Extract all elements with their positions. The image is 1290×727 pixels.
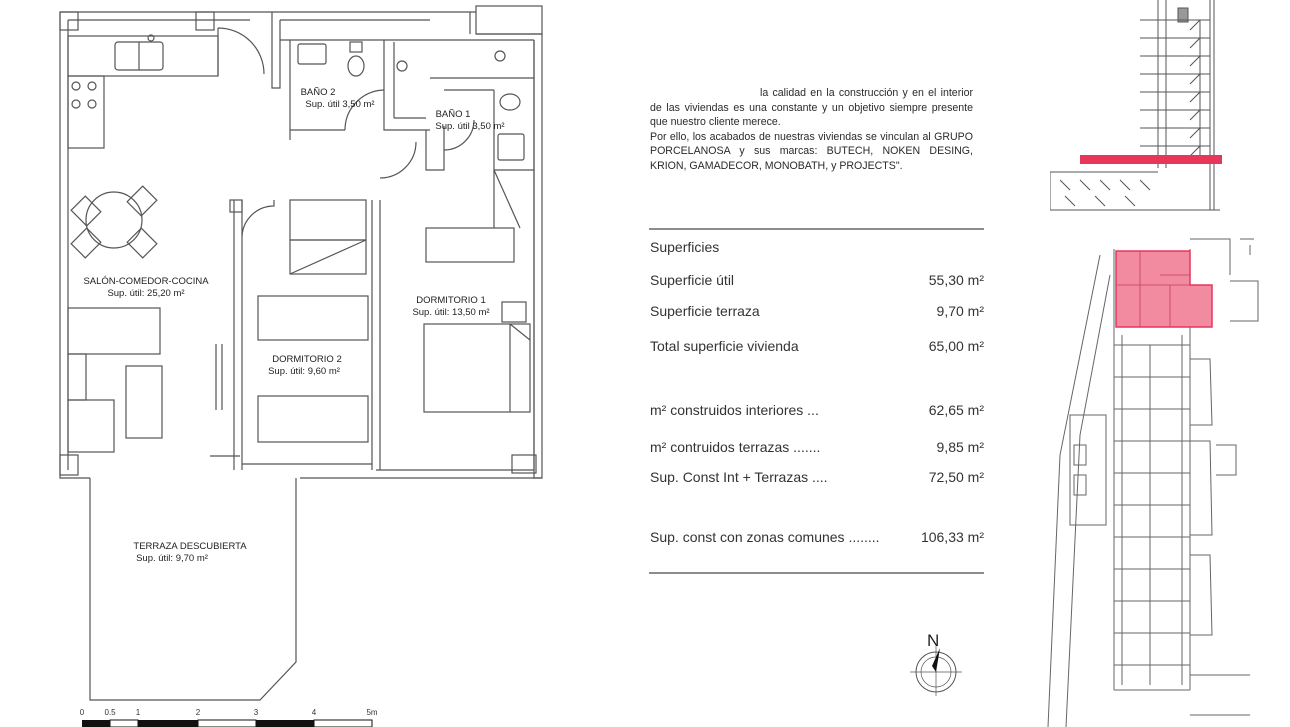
surface-value: 72,50 m²: [928, 469, 984, 485]
surface-value: 65,00 m²: [928, 338, 984, 354]
table-top-rule: [649, 228, 984, 230]
surface-value: 106,33 m²: [920, 529, 984, 545]
surface-label: Sup. Const Int + Terrazas ....: [650, 469, 828, 485]
compass-label: N: [927, 631, 940, 650]
surfaces-title: Superficies: [650, 239, 720, 255]
building-section: [1050, 0, 1230, 218]
surface-value: 9,85 m²: [936, 439, 984, 455]
scale-tick: 0.5: [104, 708, 116, 717]
surface-label: m² construidos interiores ...: [650, 402, 819, 418]
surface-label: Superficie útil: [650, 272, 735, 288]
room-area-bano2: Sup. útil 3,50 m²: [305, 99, 375, 110]
scale-tick: 5m: [366, 708, 378, 717]
surface-value: 55,30 m²: [928, 272, 984, 288]
surface-row: [650, 303, 984, 319]
surface-row: [650, 529, 984, 545]
surface-label: Sup. const con zonas comunes ........: [650, 529, 880, 545]
room-area-salon: Sup. útil: 25,20 m²: [107, 288, 185, 299]
site-plan: [1040, 235, 1260, 727]
scale-bar: [70, 704, 390, 727]
room-name-salon: SALÓN-COMEDOR-COCINA: [83, 276, 209, 287]
scale-tick: 0: [79, 708, 85, 717]
surface-label: Total superficie vivienda: [650, 338, 799, 354]
surface-row: [650, 338, 984, 354]
surface-row: [650, 272, 984, 288]
room-area-bano1: Sup. útil 3,50 m²: [435, 121, 505, 132]
table-bottom-rule: [649, 572, 984, 574]
surface-value: 62,65 m²: [928, 402, 984, 418]
room-area-dormitorio1: Sup. útil: 13,50 m²: [412, 307, 490, 318]
scale-tick: 2: [195, 708, 201, 717]
room-name-terraza: TERRAZA DESCUBIERTA: [133, 541, 247, 552]
scale-tick: 4: [311, 708, 317, 717]
room-name-dormitorio1: DORMITORIO 1: [416, 295, 486, 306]
scale-tick: 3: [253, 708, 259, 717]
intro-text: [650, 86, 973, 174]
room-name-bano2: BAÑO 2: [300, 87, 336, 98]
floor-plan: [0, 0, 560, 727]
compass-north-icon: [906, 628, 966, 698]
room-area-dormitorio2: Sup. útil: 9,60 m²: [268, 366, 340, 377]
room-area-terraza: Sup. útil: 9,70 m²: [136, 553, 208, 564]
room-name-bano1: BAÑO 1: [435, 109, 471, 120]
highlighted-unit: [1116, 251, 1212, 327]
intro-paragraph-2: Por ello, los acabados de nuestras viviendas se vinculan al GRUPO PORCELANOSA y sus marcas: BUTECH, NOKEN DESING, KRION, GAMADECOR, MONOBATH, y PROJECTS".: [650, 130, 973, 172]
scale-tick: 1: [135, 708, 141, 717]
surface-value: 9,70 m²: [936, 303, 984, 319]
surface-row: [650, 402, 984, 418]
surface-label: Superficie terraza: [650, 303, 760, 319]
intro-paragraph-1: la calidad en la construcción y en el interior de las viviendas es una constante y un objetivo siempre presente que nuestro cliente merece.: [650, 87, 973, 129]
surface-label: m² contruidos terrazas .......: [650, 439, 821, 455]
room-name-dormitorio2: DORMITORIO 2: [272, 354, 342, 365]
surface-row: [650, 439, 984, 455]
surface-row: [650, 469, 984, 485]
